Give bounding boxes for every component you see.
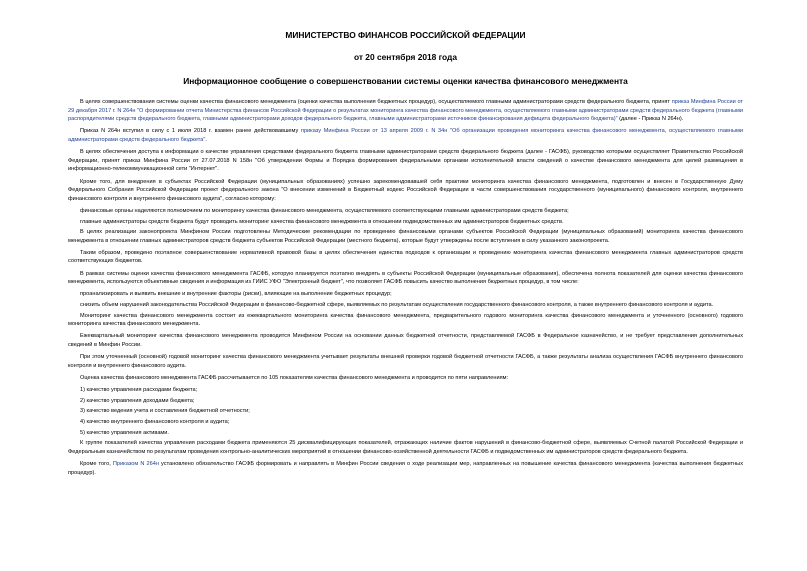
ministry-heading: МИНИСТЕРСТВО ФИНАНСОВ РОССИЙСКОЙ ФЕДЕРАЦИИ <box>285 30 526 40</box>
text-run: Кроме того, <box>80 460 113 467</box>
text-run: . <box>205 136 207 143</box>
list-item: 5) качество управления активами. <box>80 429 169 436</box>
paragraph <box>68 460 743 477</box>
paragraph: главные администраторы средств бюджета будут проводить мониторинг качества финансового менеджмента в отношении подведомственных им администраторов бюджетных средств. <box>80 218 564 225</box>
order-264n-inline-link[interactable]: Приказом N 264н <box>112 460 159 467</box>
paragraph: Оценка качества финансового менеджмента ГАСФБ рассчитывается по 105 показателям качества финансового менеджмента и проводится по пяти направлениям: <box>80 374 509 381</box>
paragraph: снизить объем нарушений законодательства Российской Федерации в финансово-бюджетной сфере, выявляемых по результатам осуществления государственного финансового контроля, а также внутреннего финансового контроля и аудита. <box>80 302 714 309</box>
paragraph: Ежеквартальный мониторинг качества финансового менеджмента проводится Минфином России на основании данных бюджетной отчетности, представляемой ГАСФБ в Федеральное казначейство, и не требует представления дополнительных сведений в Минфин России. <box>68 333 743 348</box>
paragraph: Мониторинг качества финансового менеджмента состоит из ежеквартального мониторинга качества финансового менеджмента, предварительного годового мониторинга качества финансового менеджмента и уточненного (основного) годового мониторинга качества финансового менеджмента. <box>68 312 743 328</box>
paragraph: В рамках системы оценки качества финансового менеджмента ГАСФБ, которую планируется поэтапно внедрять в субъекты Российской Федерации (муниципальные образования), обеспечена полнота показателей для оценки качества финансового менеджмента, используются объективные сведения и информация из ГИИС УФО "Электронный бюджет", что позволяет ГАСФБ повысить качество выполнения бюджетных процедур, в том числе: <box>68 270 743 286</box>
order-34n-link[interactable]: приказу Минфина России от 13 апреля 2009 г. N 34н "Об организации проведения мониторинга качества финансового менеджмента, осуществляемого главными администраторами средств федерального бюджета" <box>68 128 743 143</box>
paragraph: При этом уточненный (основной) годовой мониторинг качества финансового менеджмента учитывает результаты внешней проверки годовой бюджетной отчетности ГАСФБ, а также результаты анализа осуществления ГАСФБ внутреннего финансового контроля и внутреннего финансового аудита. <box>68 354 743 369</box>
paragraph <box>68 127 743 144</box>
paragraph: Кроме того, для внедрения в субъектах Российской Федерации (муниципальных образованиях) успешно зарекомендовавшей себя практики мониторинга качества финансового менеджмента, подготовлен и внесен в Государственную Думу Федерального Собрания Российской Федерации проект федерального закона "О внесении изменений в Бюджетный кодекс Российской Федерации в части совершенствования государственного (муниципального) финансового контроля, внутреннего финансового контроля и внутреннего финансового аудита", согласно которому: <box>68 178 743 202</box>
document-date: от 20 сентября 2018 года <box>353 52 458 62</box>
order-264n-link[interactable]: приказ Минфина России от 29 декабря 2017 г. N 264н "О формировании отчета Министерства финансов Российской Федерации о результатах мониторинга качества финансового менеджмента, осуществляемого главными администраторами средств федерального бюджета (главными распорядителями средств федерального бюджета, главными администраторами доходов федерального бюджета, главными администраторами источников финансирования дефицита федерального бюджета)" <box>68 99 743 123</box>
paragraph: Таким образом, проведено поэтапное совершенствование нормативной правовой базы в целях обеспечения единства подходов к организации и проведению мониторинга качества финансового менеджмента главных администраторов средств соответствующих бюджетов. <box>68 249 743 265</box>
paragraph: В целях реализации законопроекта Минфином России подготовлены Методические рекомендации по проведению финансовыми органами субъектов Российской Федерации (муниципальных образований) мониторинга качества финансового менеджмента в отношении главных администраторов средств бюджета субъектов Российской Федерации (местного бюджета), которые будут утверждены после вступления в силу указанного законопроекта. <box>68 229 743 244</box>
list-item: 1) качество управления расходами бюджета; <box>80 387 198 394</box>
list-item: 2) качество управления доходами бюджета; <box>80 397 195 404</box>
paragraph <box>68 98 743 124</box>
text-run: В целях совершенствования системы оценки качества финансового менеджмента (оценки качества выполнения бюджетных процедур), осуществляемого главными администраторами средств федерального бюджета, принят <box>80 99 672 105</box>
list-item: 3) качество ведения учета и составления бюджетной отчетности; <box>80 408 250 415</box>
paragraph: К группе показателей качества управления расходами бюджета применяются 25 дисквалифицирующих показателей, отражающих наличие фактов нарушений в финансово-бюджетной сфере, выявляемых Счетной палатой Российской Федерации и Федеральным казначейством по результатам проведения контрольно-аналитических мероприятий в отношении финансово-хозяйственной деятельности ГАСФБ и подведомственных им администраторов средств федерального бюджета. <box>68 440 743 455</box>
paragraph: В целях обеспечения доступа к информации о качестве управления средствами федерального бюджета главными администраторами средств федерального бюджета (далее - ГАСФБ), руководство которыми осуществляет Правительство Российской Федерации, принят приказ Минфина России от 27.07.2018 N 158н "Об утверждении Формы и Порядка формирования федеральными органами исполнительной власти сведений о качестве финансового менеджмента для целей размещения в информационно-телекоммуникационной сети "Интернет". <box>68 149 743 173</box>
paragraph: проанализировать и выявить внешние и внутренние факторы (риски), влияющие на выполнение бюджетных процедур; <box>80 291 392 298</box>
document-body <box>68 98 743 477</box>
list-item: 4) качество внутреннего финансового контроля и аудита; <box>80 418 230 425</box>
document-title: Информационное сообщение о совершенствовании системы оценки качества финансового менеджмента <box>183 76 628 86</box>
text-run: Приказ N 264н вступил в силу с 1 июля 2018 г. взамен ранее действовавшему <box>80 128 301 135</box>
paragraph: финансовые органы наделяются полномочием по мониторингу качества финансового менеджмента, осуществляемого соответствующими главными администраторами средств бюджета; <box>80 207 569 214</box>
text-run: установлено обязательство ГАСФБ формировать и направлять в Минфин России сведения о ходе реализации мер, направленных на повышение качества финансового менеджмента (качества выполнения бюджетных процедур). <box>68 460 744 476</box>
text-run: (далее - Приказ N 264н). <box>617 116 684 123</box>
